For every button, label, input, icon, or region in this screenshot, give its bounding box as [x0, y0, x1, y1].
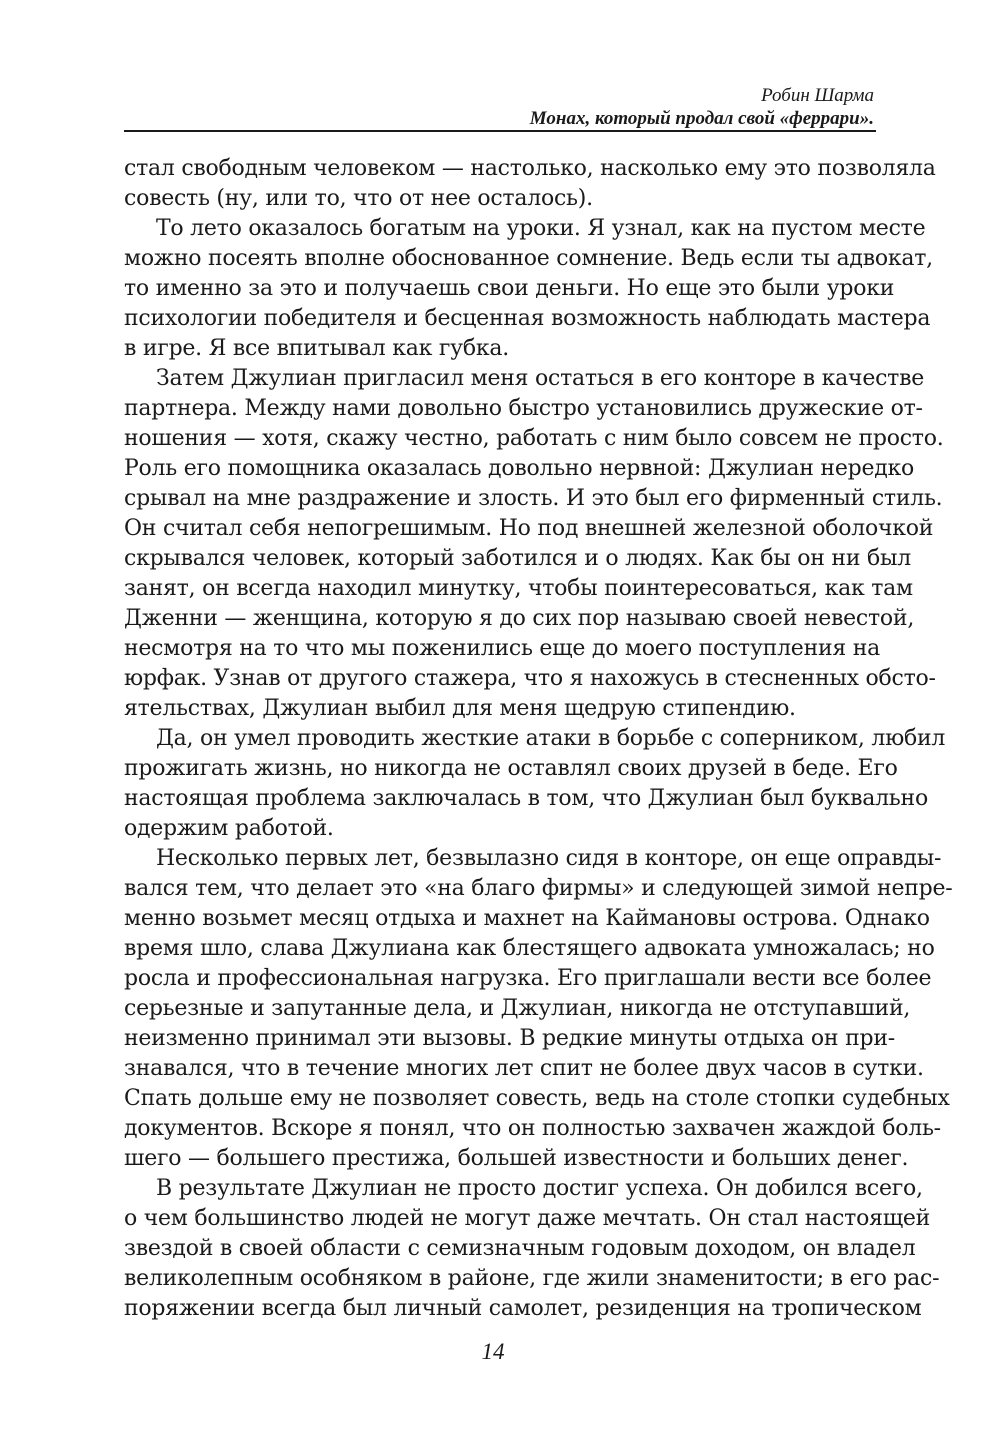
text-line: Дженни — женщина, которую я до сих пор называю своей невестой, [124, 606, 915, 631]
text-line: ношения — хотя, скажу честно, работать с ним было совсем не просто. [124, 426, 944, 451]
text-line: Да, он умел проводить жесткие атаки в борьбе с соперником, любил [156, 726, 946, 751]
text-line: То лето оказалось богатым на уроки. Я узнал, как на пустом месте [156, 216, 926, 241]
text-line: поряжении всегда был личный самолет, резиденция на тропическом [124, 1296, 922, 1321]
text-line: скрывался человек, который заботился и о людях. Как бы он ни был [124, 546, 911, 571]
text-line: срывал на мне раздражение и злость. И это был его фирменный стиль. [124, 486, 943, 511]
text-line: шего — большего престижа, большей известности и больших денег. [124, 1146, 909, 1171]
text-line: неизменно принимал эти вызовы. В редкие минуты отдыха он при- [124, 1026, 895, 1051]
text-line: менно возьмет месяц отдыха и махнет на Каймановы острова. Однако [124, 906, 930, 931]
page-number: 14 [481, 1339, 505, 1364]
text-line: о чем большинство людей не могут даже мечтать. Он стал настоящей [124, 1206, 931, 1231]
text-line: партнера. Между нами довольно быстро установились дружеские от- [124, 396, 923, 421]
text-line: знавался, что в течение многих лет спит не более двух часов в сутки. [124, 1056, 924, 1081]
text-line: великолепным особняком в районе, где жили знаменитости; в его рас- [124, 1266, 940, 1291]
header-rule [124, 130, 876, 132]
text-line: росла и профессиональная нагрузка. Его приглашали вести все более [124, 966, 932, 991]
text-line: настоящая проблема заключалась в том, что Джулиан был буквально [124, 786, 928, 811]
text-line: Несколько первых лет, безвылазно сидя в конторе, он еще оправды- [156, 846, 942, 871]
text-line: несмотря на то что мы поженились еще до моего поступления на [124, 636, 881, 661]
text-line: Роль его помощника оказалась довольно нервной: Джулиан нередко [124, 456, 915, 481]
text-line: юрфак. Узнав от другого стажера, что я нахожусь в стесненных обсто- [124, 666, 936, 691]
text-line: серьезные и запутанные дела, и Джулиан, никогда не отступавший, [124, 996, 911, 1021]
header-book-title: Монах, который продал свой «феррари». [529, 108, 874, 129]
header-author: Робин Шарма [761, 85, 874, 106]
text-line: стал свободным человеком — настолько, насколько ему это позволяла [124, 156, 936, 181]
running-head [124, 84, 874, 130]
text-line: документов. Вскоре я понял, что он полностью захвачен жаждой боль- [124, 1116, 941, 1141]
text-line: можно посеять вполне обоснованное сомнение. Ведь если ты адвокат, [124, 246, 933, 271]
text-line: звездой в своей области с семизначным годовым доходом, он владел [124, 1236, 916, 1261]
text-line: Затем Джулиан пригласил меня остаться в его конторе в качестве [156, 366, 924, 391]
text-line: В результате Джулиан не просто достиг успеха. Он добился всего, [156, 1176, 923, 1201]
text-line: в игре. Я все впитывал как губка. [124, 336, 509, 361]
body-text [124, 154, 953, 1324]
text-line: Спать дольше ему не позволяет совесть, ведь на столе стопки судебных [124, 1086, 950, 1111]
text-line: психологии победителя и бесценная возможность наблюдать мастера [124, 306, 931, 331]
text-line: Он считал себя непогрешимым. Но под внешней железной оболочкой [124, 516, 934, 541]
text-line: ятельствах, Джулиан выбил для меня щедрую стипендию. [124, 696, 796, 721]
text-line: совесть (ну, или то, что от нее осталось). [124, 186, 593, 211]
text-line: вался тем, что делает это «на благо фирмы» и следующей зимой непре- [124, 876, 953, 901]
text-line: то именно за это и получаешь свои деньги. Но еще это были уроки [124, 276, 895, 301]
text-line: время шло, слава Джулиана как блестящего адвоката умножалась; но [124, 936, 935, 961]
text-line: одержим работой. [124, 816, 334, 841]
text-line: прожигать жизнь, но никогда не оставлял своих друзей в беде. Его [124, 756, 898, 781]
text-line: занят, он всегда находил минутку, чтобы поинтересоваться, как там [124, 576, 913, 601]
